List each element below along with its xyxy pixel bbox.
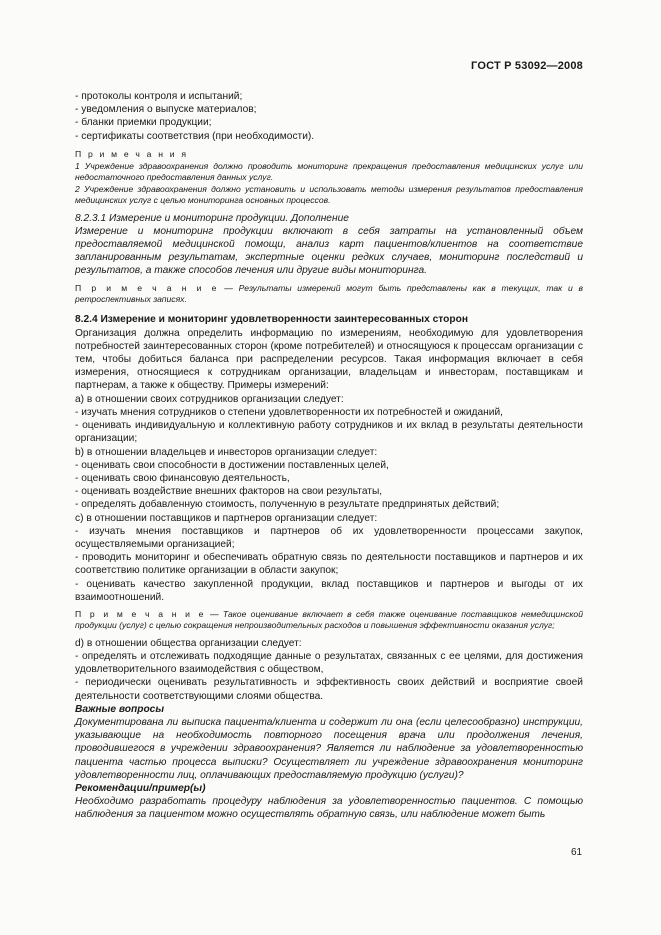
- item-a-2: - оценивать индивидуальную и коллективную работу сотрудников и их вклад в результаты деятельности организации;: [75, 420, 583, 445]
- section-824-body: Организация должна определить информацию по измерениям, необходимую для удовлетворения потребностей заинтересованных сторон (кроме потребителей) и относящуюся к процессам организации с тем, чтобы добиться баланса при распределении ресурсов. Такая информация включает в себя измерения, относящиеся к сотрудникам организации, владельцам и инвесторам, поставщикам и партнерам, а также к обществу. Примеры измерений:: [75, 327, 583, 392]
- item-d-1: - определять и отслеживать подходящие данные о результатах, связанных с ее целями, для достижения удовлетворительного взаимодействия с обществом,: [75, 650, 583, 676]
- item-c-3: - оценивать качество закупленной продукции, вклад поставщиков и партнеров и выгоды от их взаимоотношений.: [75, 578, 583, 603]
- standard-header: ГОСТ Р 53092—2008: [471, 60, 583, 72]
- page-content: [75, 90, 583, 822]
- section-8231-title: 8.2.3.1 Измерение и мониторинг продукции. Дополнение: [75, 212, 349, 224]
- item-b: b) в отношении владельцев и инвесторов организации следует:: [75, 446, 378, 458]
- section-824-title: 8.2.4 Измерение и мониторинг удовлетворенности заинтересованных сторон: [75, 314, 468, 326]
- item-b-2: - оценивать свою финансовую деятельность,: [75, 472, 290, 484]
- item-b-3: - оценивать воздействие внешних факторов на свои результаты,: [75, 486, 383, 498]
- item-b-4: - определять добавленную стоимость, полученную в результате предпринятых действий;: [75, 499, 500, 511]
- recommendations-body: Необходимо разработать процедуру наблюдения за удовлетворенностью пациентов. С помощью наблюдения за пациентом можно осуществлять обратную связь, или наблюдение может быть: [75, 796, 583, 821]
- item-d: d) в отношении общества организации следует:: [75, 637, 302, 649]
- note-2: 2 Учреждение здравоохранения должно установить и использовать методы измерения результатов предоставления медицинских услуг с целью мониторинга основных процессов.: [75, 183, 583, 206]
- notes-label: П р и м е ч а н и я: [75, 148, 189, 159]
- recommendations-title: Рекомендации/пример(ы): [75, 782, 206, 794]
- note-label: П р и м е ч а н и е: [75, 282, 219, 293]
- item-a: а) в отношении своих сотрудников организации следует:: [75, 393, 344, 405]
- item-d-2: - периодически оценивать результативность и эффективность своих действий и восприятие своей деятельности соответствующими слоями общества.: [75, 677, 583, 702]
- list-item: - протоколы контроля и испытаний;: [75, 91, 243, 102]
- item-a-1: - изучать мнения сотрудников о степени удовлетворенности их потребностей и ожиданий,: [75, 406, 503, 418]
- important-issues-body: Документирована ли выписка пациента/клиента и содержит ли она (если целесообразно) инструкции, указывающие на необходимость повторного посещения врача или продолжения лечения, проводившегося в учреждении здравоохранения? Является ли наблюдение за удовлетворенностью пациента частью процесса выписки? Осуществляет ли учреждение здравоохранения мониторинг удовлетворенности лиц, оплачивающих предоставляемую продукцию (услуги)?: [75, 716, 583, 781]
- item-c-2: - проводить мониторинг и обеспечивать обратную связь по деятельности поставщиков и партнеров и их соответствию политике организации в области закупок;: [75, 552, 583, 577]
- list-item: - бланки приемки продукции;: [75, 117, 212, 129]
- page-number: 61: [571, 847, 583, 858]
- note-1: 1 Учреждение здравоохранения должно проводить мониторинг прекращения предоставления медицинских услуг или недостаточного предоставления данных услуг.: [75, 161, 583, 183]
- note-label: П р и м е ч а н и е: [75, 608, 206, 619]
- section-824-note: [75, 609, 583, 632]
- section-8231-note: [75, 283, 583, 306]
- item-c: с) в отношении поставщиков и партнеров организации следует:: [75, 512, 378, 524]
- list-item: - сертификаты соответствия (при необходимости).: [75, 130, 315, 142]
- note-text: — Результаты измерений могут быть представлены как в текущих, так и в ретроспективных записях.: [75, 282, 583, 305]
- list-item: - уведомления о выпуске материалов;: [75, 104, 257, 116]
- section-8231-body: Измерение и мониторинг продукции включают в себя затраты на установленный объем предоставляемой медицинской помощи, анализ карт пациентов/клиентов на соответствие запланированным результатам, экспертные оценки редких случаев, мониторинг последствий и результатов, а также способов лечения или другие виды мониторинга.: [75, 225, 583, 277]
- item-b-1: - оценивать свои способности в достижении поставленных целей,: [75, 459, 389, 471]
- note-text: — Такое оценивание включает в себя также оценивание поставщиков немедицинской продукции (услуг) с целью сокращения непроизводительных расходов и повышения эффективности оказания услуг;: [75, 608, 583, 631]
- item-c-1: - изучать мнения поставщиков и партнеров об их удовлетворенности процессами закупок, осуществляемыми организацией;: [75, 525, 583, 550]
- intro-list: [75, 90, 583, 143]
- important-issues-title: Важные вопросы: [75, 703, 165, 715]
